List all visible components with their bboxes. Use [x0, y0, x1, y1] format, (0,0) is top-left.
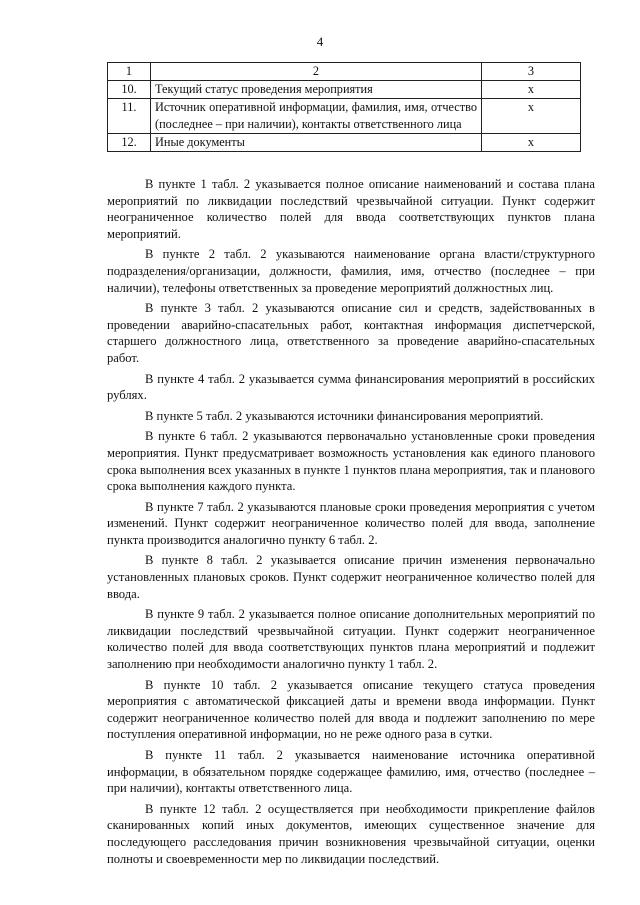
- paragraph-item-12: В пункте 12 табл. 2 осуществляется при необходимости прикрепление файлов сканированных копий иных документов, имеющих существенное значение для последующего расследования причин возникновения чрезвычайной ситуации, оценки полноты и своевременности мер по ликвидации последствий.: [107, 801, 595, 866]
- row-number: 10.: [108, 81, 151, 99]
- row-mark: x: [482, 81, 581, 99]
- row-number: 11.: [108, 99, 151, 134]
- table-row: [108, 134, 581, 152]
- paragraph-item-5: В пункте 5 табл. 2 указываются источники финансирования мероприятий.: [145, 408, 544, 423]
- paragraph-item-2: В пункте 2 табл. 2 указываются наименование органа власти/структурного подразделения/организации, должности, фамилия, имя, отчество (последнее – при наличии), телефоны ответственных за проведение мероприятий должностных лиц.: [107, 247, 595, 295]
- paragraph-item-9: В пункте 9 табл. 2 указывается полное описание дополнительных мероприятий по ликвидации последствий чрезвычайной ситуации. Пункт содержит неограниченное количество полей для ввода соответствующих пунктов плана мероприятий и подлежит заполнению при необходимости аналогично пункту 1 табл. 2.: [107, 607, 595, 672]
- table-row: [108, 99, 581, 134]
- row-description: Текущий статус проведения мероприятия: [151, 81, 482, 99]
- column-header-1: 1: [108, 63, 151, 81]
- paragraph-item-11: В пункте 11 табл. 2 указывается наименование источника оперативной информации, в обязательном порядке содержащее фамилию, имя, отчество (последнее – при наличии), контакты ответственного лица.: [107, 748, 595, 796]
- paragraph-item-1: В пункте 1 табл. 2 указывается полное описание наименований и состава плана мероприятий по ликвидации последствий чрезвычайной ситуации. Пункт содержит неограниченное количество полей для ввода соответствующих пунктов плана мероприятий.: [107, 177, 595, 241]
- events-table: [107, 62, 581, 152]
- paragraph-item-10: В пункте 10 табл. 2 указывается описание текущего статуса проведения мероприятия с автоматической фиксацией даты и времени ввода информации. Пункт содержит неограниченное количество полей для ввода и подлежит заполнению по мере поступления оперативной информации, но не реже одного раза в сутки.: [107, 677, 595, 742]
- paragraph-item-7: В пункте 7 табл. 2 указываются плановые сроки проведения мероприятия с учетом изменений. Пункт содержит неограниченное количество полей для ввода, заполнение пункта производится аналогично пункту 6 табл. 2.: [107, 499, 595, 547]
- paragraph-item-4: В пункте 4 табл. 2 указывается сумма финансирования мероприятий в российских рублях.: [107, 371, 595, 403]
- row-description: Иные документы: [151, 134, 482, 152]
- page-number: 4: [316, 34, 324, 49]
- table-row: [108, 81, 581, 99]
- paragraph-item-8: В пункте 8 табл. 2 указывается описание причин изменения первоначально установленных плановых сроков. Пункт содержит неограниченное количество полей для ввода.: [107, 553, 595, 601]
- row-description: Источник оперативной информации, фамилия, имя, отчество (последнее – при наличии), контакты ответственного лица: [151, 99, 482, 134]
- row-number: 12.: [108, 134, 151, 152]
- column-header-3: 3: [482, 63, 581, 81]
- row-mark: x: [482, 134, 581, 152]
- paragraph-item-6: В пункте 6 табл. 2 указываются первоначально установленные сроки проведения мероприятия. Пункт предусматривает возможность установления как единого планового срока выполнения всех указанных в пункте 1 пунктов плана мероприятия, так и планового срока выполнения каждого пункта.: [107, 429, 595, 494]
- row-mark: x: [482, 99, 581, 134]
- column-header-2: 2: [151, 63, 482, 81]
- paragraph-item-3: В пункте 3 табл. 2 указываются описание сил и средств, задействованных в проведении аварийно-спасательных работ, контактная информация диспетчерской, старшего должностного лица, ответственного за проведение аварийно-спасательных работ.: [107, 301, 595, 365]
- table-header-row: [108, 63, 581, 81]
- document-body: [107, 176, 595, 871]
